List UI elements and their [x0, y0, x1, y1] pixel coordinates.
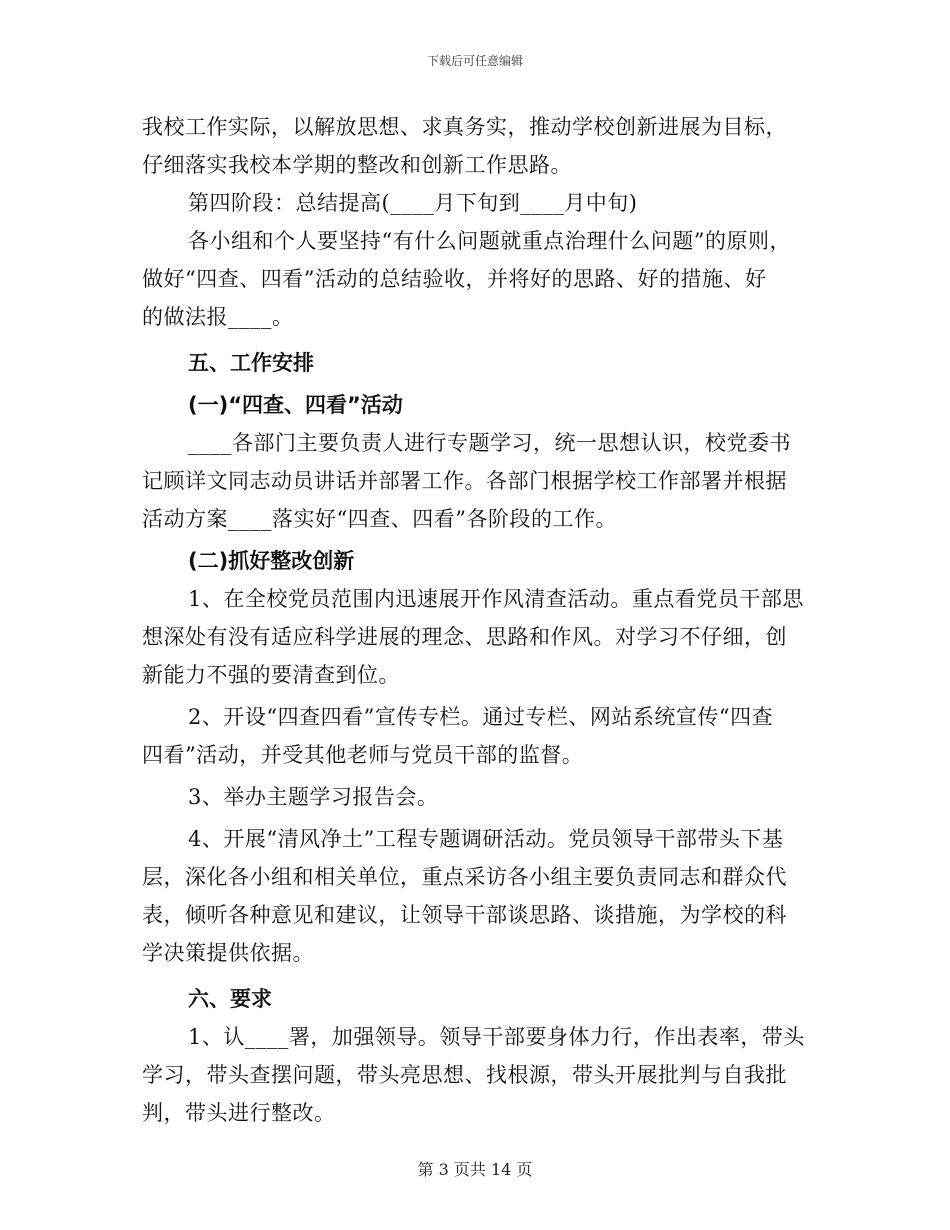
list-item-line: 1、认____署，加强领导。领导干部要身体力行，作出表率，带头 — [188, 1025, 805, 1049]
paragraph-line: ____各部门主要负责人进行专题学习，统一思想认识，校党委书 — [188, 431, 791, 455]
paragraph-line: 记顾详文同志动员讲话并部署工作。各部门根据学校工作部署并根据 — [142, 469, 787, 493]
document-body — [142, 108, 812, 1132]
paragraph-line: 活动方案____落实好“四查、四看”各阶段的工作。 — [142, 507, 617, 531]
subsection-heading-rectification: (二)抓好整改创新 — [188, 549, 355, 573]
subsection-heading-four-checks: (一)“四查、四看”活动 — [188, 393, 403, 417]
list-item-line: 新能力不强的要清查到位。 — [142, 663, 400, 687]
list-item-line: 4、开展“清风净土”工程专题调研活动。党员领导干部带头下基 — [188, 827, 784, 851]
list-item-line: 1、在全校党员范围内迅速展开作风清查活动。重点看党员干部思 — [188, 587, 804, 611]
list-item-line: 2、开设“四查四看”宣传专栏。通过专栏、网站系统宣传“四查 — [188, 705, 774, 729]
list-item-line: 层，深化各小组和相关单位，重点采访各小组主要负责同志和群众代 — [142, 865, 787, 889]
paragraph-line: 做好“四查、四看”活动的总结验收，并将好的思路、好的措施、好 — [142, 267, 767, 291]
phase-four-line: 第四阶段：总结提高(____月下旬到____月中旬) — [188, 191, 638, 215]
list-item-line: 3、举办主题学习报告会。 — [188, 785, 439, 809]
paragraph-line: 仔细落实我校本学期的整改和创新工作思路。 — [142, 153, 572, 177]
paragraph-line: 各小组和个人要坚持“有什么问题就重点治理什么问题”的原则， — [188, 229, 791, 253]
list-item-line: 判，带头进行整改。 — [142, 1101, 336, 1125]
page-footer: 第 3 页共 14 页 — [417, 1160, 533, 1179]
paragraph-line: 的做法报____。 — [142, 305, 294, 329]
page-header: 下载后可任意编辑 — [426, 54, 523, 68]
list-item-line: 四看”活动，并受其他老师与党员干部的监督。 — [142, 743, 584, 767]
list-item-line: 表，倾听各种意见和建议，让领导干部谈思路、谈措施，为学校的科 — [142, 903, 787, 927]
list-item-line: 学习，带头查摆问题，带头亮思想、找根源，带头开展批判与自我批 — [142, 1063, 787, 1087]
paragraph-line: 我校工作实际，以解放思想、求真务实，推动学校创新进展为目标， — [142, 115, 787, 139]
list-item-line: 学决策提供依据。 — [142, 941, 314, 965]
list-item-line: 想深处有没有适应科学进展的理念、思路和作风。对学习不仔细，创 — [142, 625, 787, 649]
section-heading-requirements: 六、要求 — [188, 987, 272, 1011]
section-heading-work-plan: 五、工作安排 — [188, 351, 314, 375]
